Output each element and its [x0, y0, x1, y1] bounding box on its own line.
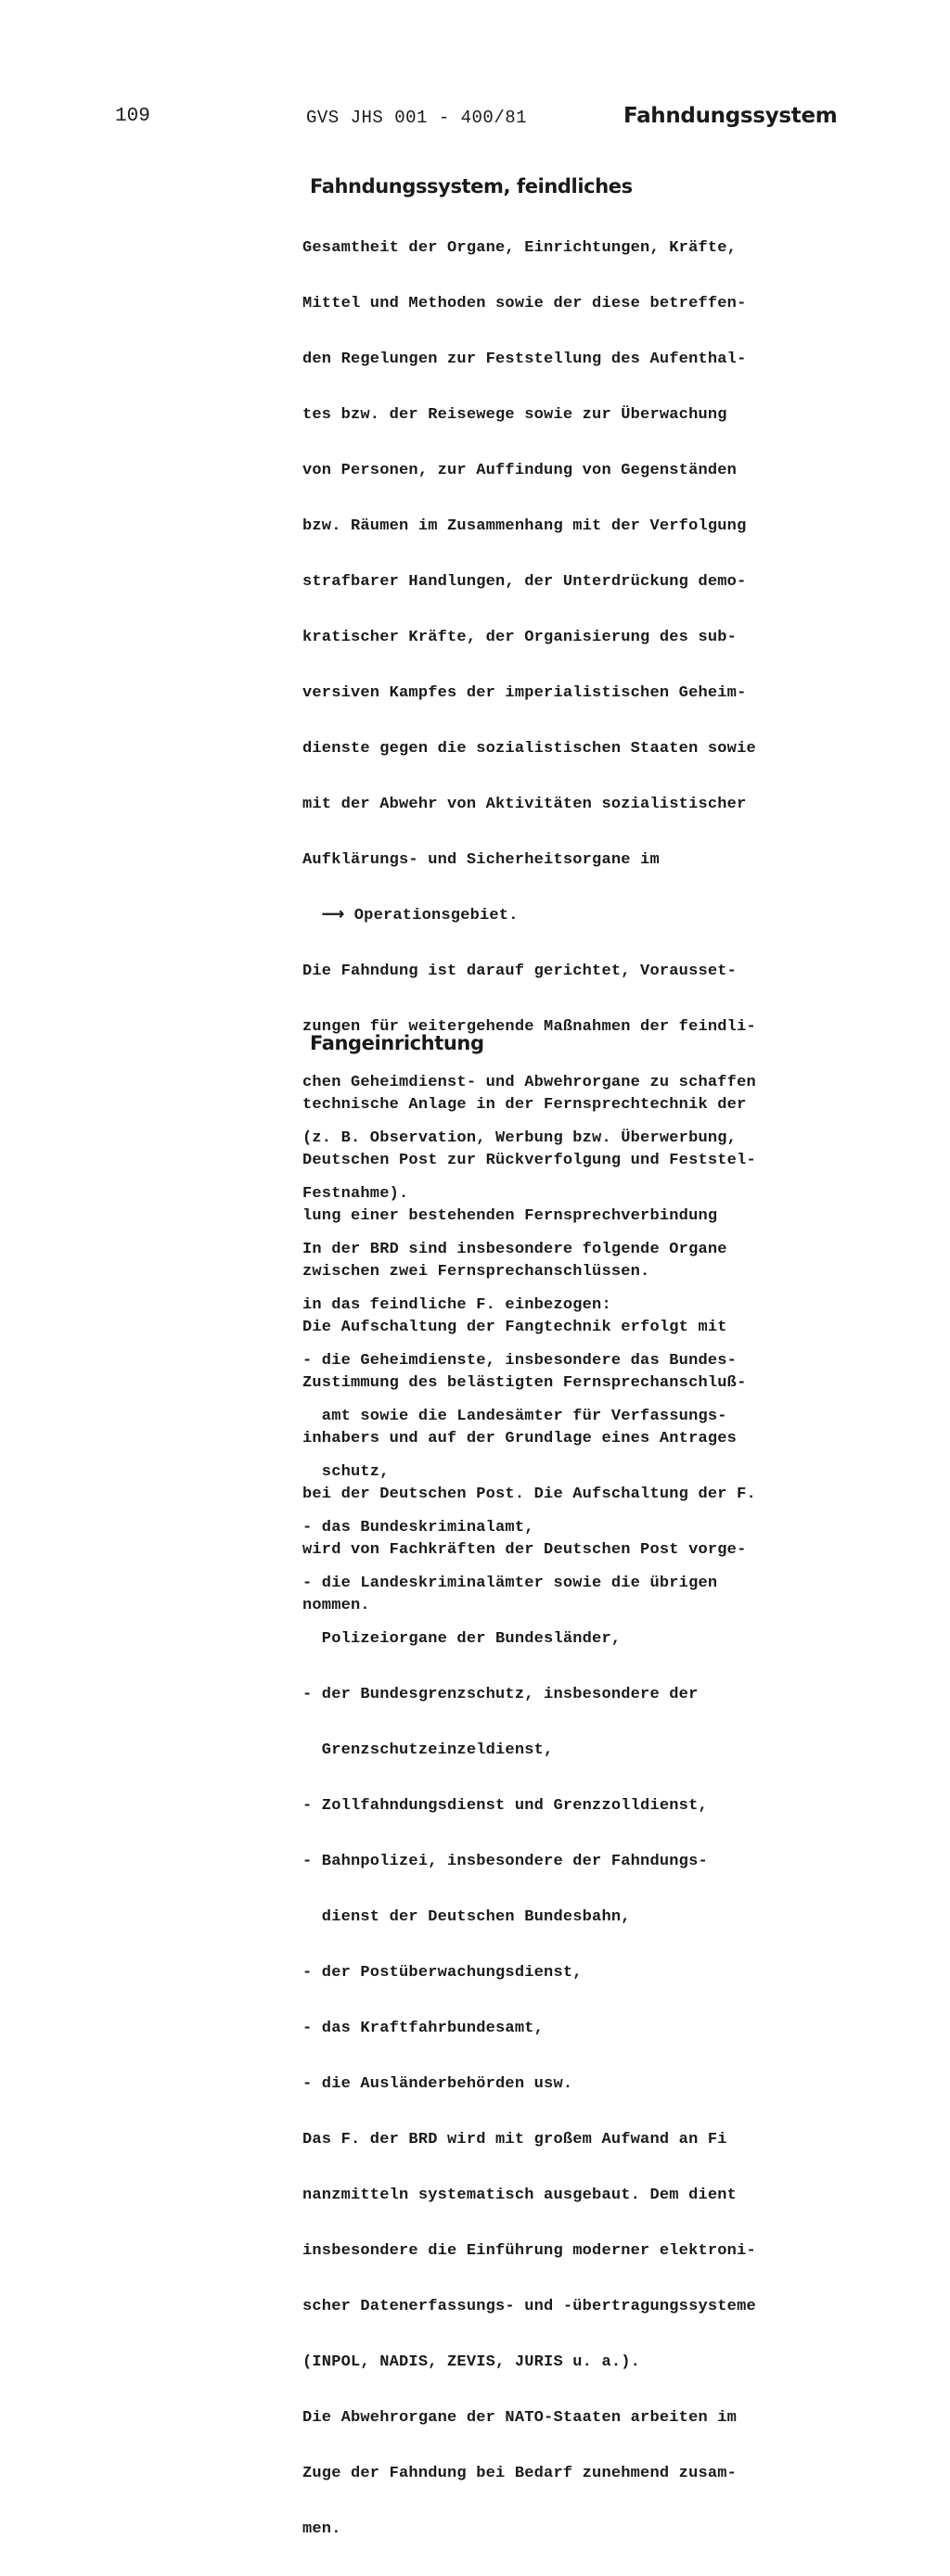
document-reference: GVS JHS 001 - 400/81: [306, 108, 528, 128]
list-item-line: - der Postüberwachungsdienst,: [302, 1964, 583, 1982]
body-line: nommen.: [302, 1597, 370, 1614]
list-item-line: - der Bundesgrenzschutz, insbesondere der: [302, 1686, 699, 1703]
body-line: nanzmitteln systematisch ausgebaut. Dem dient: [302, 2187, 738, 2204]
body-line: strafbarer Handlungen, der Unterdrückung demo-: [302, 573, 747, 591]
body-line: Das F. der BRD wird mit großem Aufwand an Fi: [302, 2131, 727, 2149]
list-item-line: Polizeiorgane der Bundesländer,: [302, 1630, 622, 1648]
body-line: bei der Deutschen Post. Die Aufschaltung der F.: [302, 1486, 756, 1503]
list-item-line: - die Landeskriminalämter sowie die übrigen: [302, 1575, 718, 1592]
cross-reference-line: ⟶ Operationsgebiet.: [302, 907, 519, 925]
list-item-line: schutz,: [302, 1463, 390, 1481]
entry-title: Fahndungssystem, feindliches: [310, 175, 633, 198]
entry-body: [302, 1059, 859, 1652]
body-line: Zustimmung des belästigten Fernsprechanschluß-: [302, 1374, 747, 1392]
body-line: technische Anlage in der Fernsprechtechnik der: [302, 1096, 747, 1114]
entry-fangeinrichtung: [302, 1031, 859, 1652]
list-item-line: - die Geheimdienste, insbesondere das Bundes-: [302, 1352, 738, 1370]
body-line: kratischer Kräfte, der Organisierung des sub-: [302, 629, 738, 646]
body-line: wird von Fachkräften der Deutschen Post vorge-: [302, 1541, 747, 1559]
page-header: [0, 104, 950, 141]
body-line: mit der Abwehr von Aktivitäten sozialistischer: [302, 796, 747, 813]
body-line: zwischen zwei Fernsprechanschlüssen.: [302, 1263, 650, 1281]
body-line: lung einer bestehenden Fernsprechverbindung: [302, 1207, 718, 1225]
body-line: (INPOL, NADIS, ZEVIS, JURIS u. a.).: [302, 2353, 641, 2371]
list-item-line: - das Kraftfahrbundesamt,: [302, 2020, 545, 2037]
body-line: Die Abwehrorgane der NATO-Staaten arbeiten im: [302, 2409, 738, 2427]
body-line: (z. B. Observation, Werbung bzw. Überwerbung,: [302, 1129, 738, 1147]
body-line: von Personen, zur Auffindung von Gegenständen: [302, 462, 738, 479]
body-line: Mittel und Methoden sowie der diese betreffen-: [302, 295, 747, 312]
body-line: Festnahme).: [302, 1185, 409, 1203]
body-line: men.: [302, 2520, 341, 2538]
body-line: chen Geheimdienst- und Abwehrorgane zu schaffen: [302, 1074, 756, 1091]
body-line: Die Fahndung ist darauf gerichtet, Vorausset-: [302, 963, 738, 980]
body-line: scher Datenerfassungs- und -übertragungssysteme: [302, 2298, 756, 2315]
body-line: zungen für weitergehende Maßnahmen der feindli-: [302, 1018, 756, 1036]
list-item-line: - das Bundeskriminalamt,: [302, 1519, 534, 1537]
body-line: versiven Kampfes der imperialistischen Geheim-: [302, 684, 747, 702]
body-line: inhabers und auf der Grundlage eines Antrages: [302, 1430, 738, 1447]
entry-title: Fangeinrichtung: [310, 1032, 484, 1054]
page-number: 109: [115, 106, 150, 127]
body-line: in das feindliche F. einbezogen:: [302, 1296, 611, 1314]
section-title: Fahndungssystem: [623, 104, 838, 128]
body-line: Die Aufschaltung der Fangtechnik erfolgt mit: [302, 1319, 727, 1336]
body-line: Zuge der Fahndung bei Bedarf zunehmend zusam-: [302, 2465, 738, 2482]
list-item-line: Grenzschutzeinzeldienst,: [302, 1741, 554, 1759]
body-line: dienste gegen die sozialistischen Staaten sowie: [302, 740, 756, 758]
body-line: insbesondere die Einführung moderner elektroni-: [302, 2242, 756, 2260]
list-item-line: - die Ausländerbehörden usw.: [302, 2075, 573, 2093]
body-line: den Regelungen zur Feststellung des Aufenthal-: [302, 351, 747, 368]
list-item-line: - Zollfahndungsdienst und Grenzzolldienst,: [302, 1797, 708, 1815]
body-line: tes bzw. der Reisewege sowie zur Überwachung: [302, 406, 727, 424]
body-line: Deutschen Post zur Rückverfolgung und Feststel-: [302, 1152, 756, 1169]
body-line: In der BRD sind insbesondere folgende Organe: [302, 1241, 727, 1258]
list-item-line: - Bahnpolizei, insbesondere der Fahndungs-: [302, 1853, 708, 1870]
list-item-line: amt sowie die Landesämter für Verfassungs-: [302, 1408, 727, 1425]
body-line: Aufklärungs- und Sicherheitsorgane im: [302, 851, 660, 869]
body-line: Gesamtheit der Organe, Einrichtungen, Kräfte,: [302, 239, 738, 257]
list-item-line: dienst der Deutschen Bundesbahn,: [302, 1908, 631, 1926]
body-line: bzw. Räumen im Zusammenhang mit der Verfolgung: [302, 517, 747, 535]
